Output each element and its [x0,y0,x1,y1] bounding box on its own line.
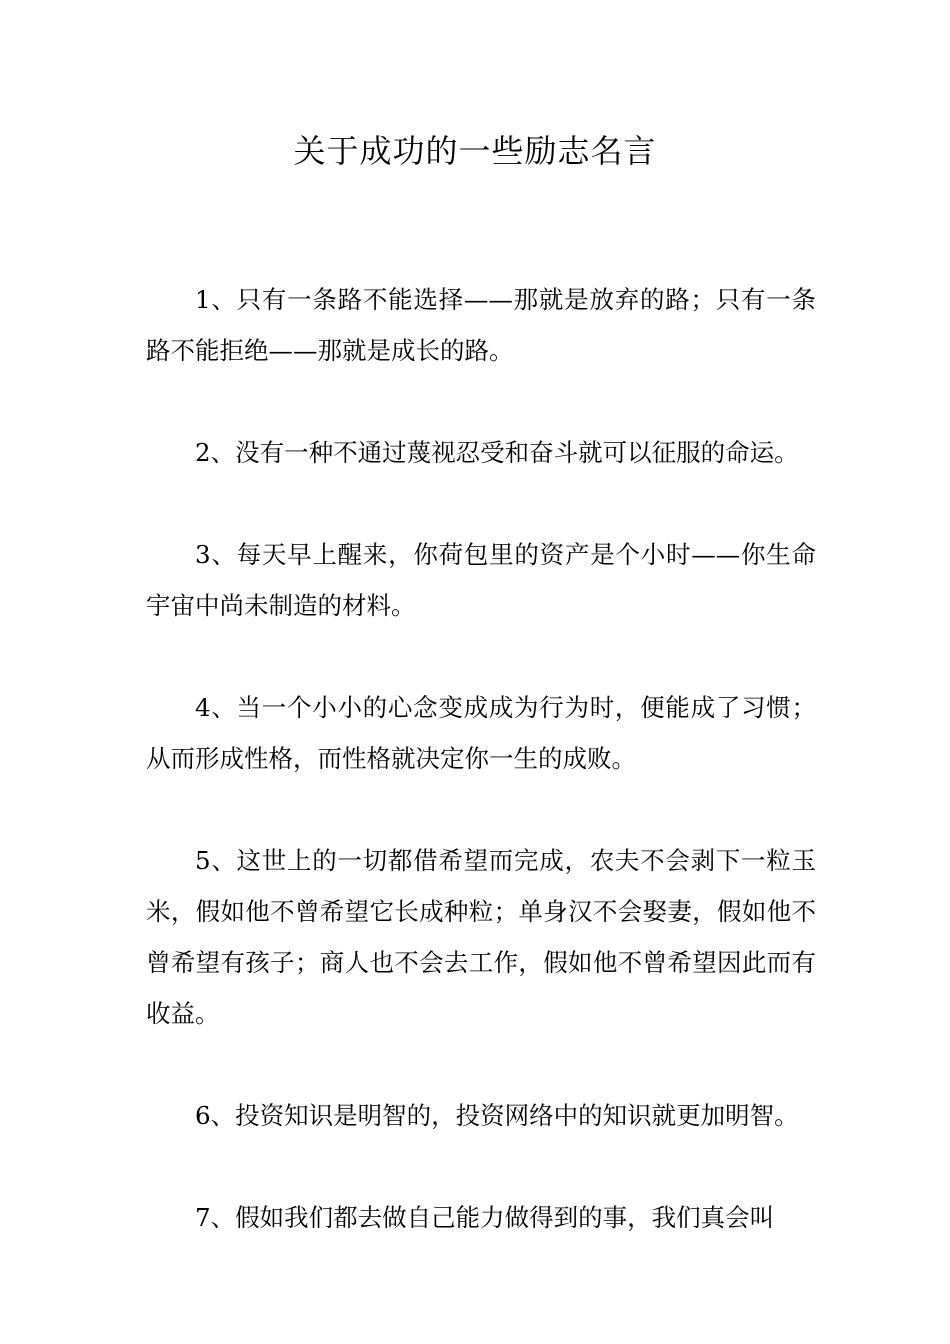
document-title: 关于成功的一些励志名言 [293,132,657,170]
quote-paragraph-1: 1、只有一条路不能选择——那就是放弃的路；只有一条路不能拒绝——那就是成长的路。 [146,285,816,365]
quote-paragraph-2: 2、没有一种不通过蔑视忍受和奋斗就可以征服的命运。 [195,438,799,467]
document-body [146,274,816,1243]
quote-paragraph-5: 5、这世上的一切都借希望而完成，农夫不会剥下一粒玉米，假如他不曾希望它长成种粒；单身汉不会娶妻，假如他不曾希望有孩子；商人也不会去工作，假如他不曾希望因此而有收益。 [146,846,816,1028]
quote-paragraph-6: 6、投资知识是明智的，投资网络中的知识就更加明智。 [195,1101,799,1130]
quote-paragraph-7: 7、假如我们都去做自己能力做得到的事，我们真会叫 [195,1203,775,1232]
quote-paragraph-4: 4、当一个小小的心念变成成为行为时，便能成了习惯；从而形成性格，而性格就决定你一生的成败。 [146,693,816,773]
quote-paragraph-3: 3、每天早上醒来，你荷包里的资产是个小时——你生命宇宙中尚未制造的材料。 [146,540,816,620]
